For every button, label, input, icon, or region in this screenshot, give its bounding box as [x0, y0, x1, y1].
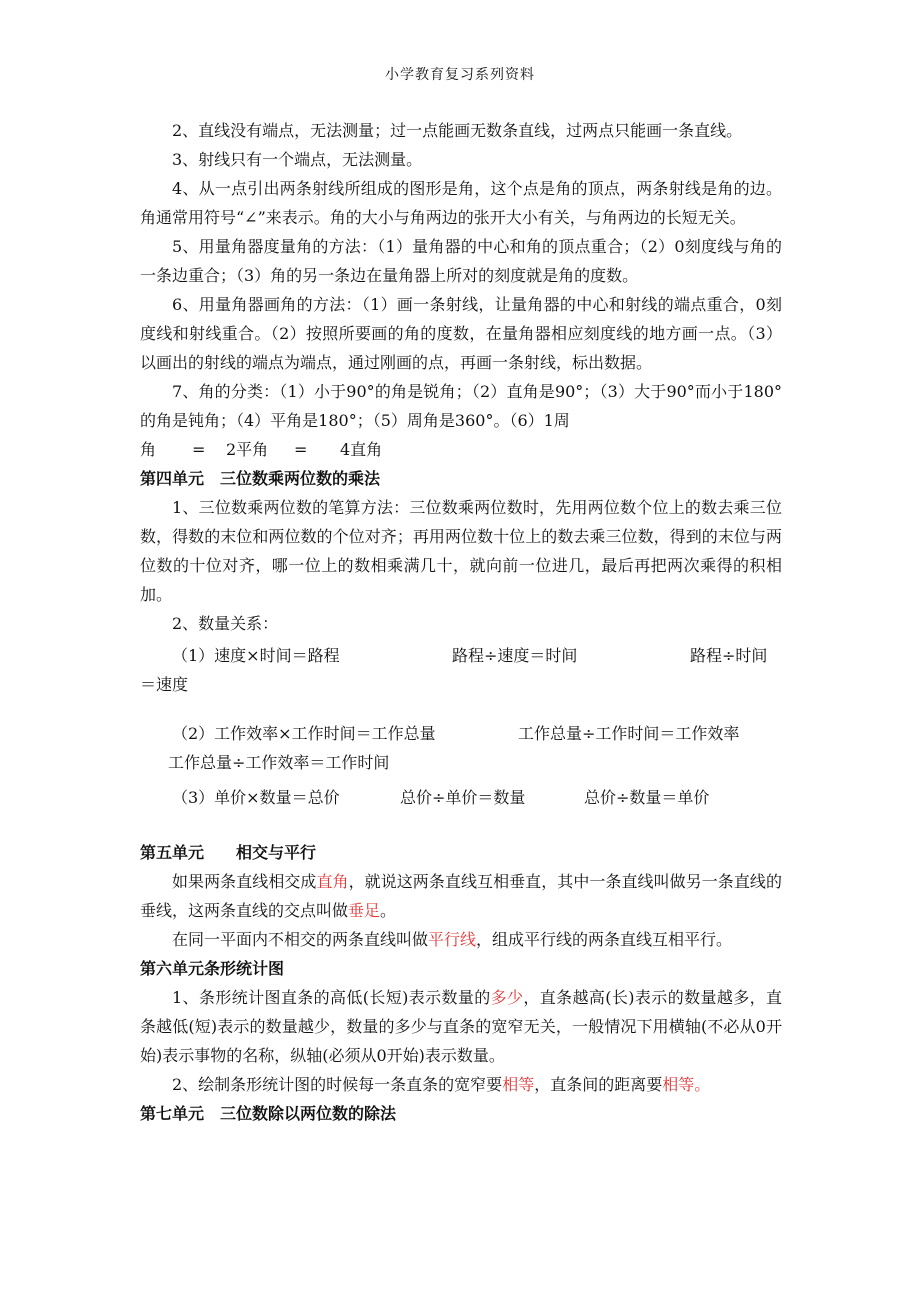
- relation-formula: 工作总量÷工作时间＝工作效率: [518, 724, 740, 743]
- text-run: 2、绘制条形统计图的时候每一条直条的宽窄要: [172, 1075, 503, 1094]
- item-3: 3、射线只有一个端点，无法测量。: [172, 150, 423, 169]
- unit6-paragraph-2: [140, 1070, 782, 1099]
- text-run: 1、条形统计图直条的高低(长短)表示数量的: [172, 988, 491, 1007]
- relation-formula: （3）单价×数量＝总价: [172, 788, 340, 807]
- unit6-paragraph-1: [140, 983, 782, 1070]
- unit5-paragraph-2: [140, 925, 782, 954]
- text-run: 如果两条直线相交成: [172, 872, 317, 891]
- emphasis-term: 直角: [316, 872, 349, 891]
- relation-row-1-cont: ＝速度: [140, 675, 189, 694]
- unit4-paragraph-1: 1、三位数乘两位数的笔算方法：三位数乘两位数时，先用两位数个位上的数去乘三位数，得数的末位和两位数的个位对齐；再用两位数十位上的数去乘三位数，得到的末位与两位数的十位对齐，哪一位上的数相乘满几十，就向前一位进几，最后再把两次乘得的积相加。: [140, 498, 782, 604]
- text-run: ，直条越高(长)表示的数量越多，直条越低(短)表示的数量越少，数量的多少与直条的宽窄无关，一般情况下用横轴(不必从0开始)表示事物的名称，纵轴(必须从0开始)表示数量。: [140, 988, 782, 1065]
- unit7-heading: 第七单元 三位数除以两位数的除法: [140, 1104, 397, 1123]
- document-body: [140, 116, 782, 1128]
- item-6: 6、用量角器画角的方法：（1）画一条射线，让量角器的中心和射线的端点重合，0刻度线和射线重合。（2）按照所要画的角的度数，在量角器相应刻度线的地方画一点。（3）以画出的射线的端点为端点，通过刚画的点，再画一条射线，标出数据。: [140, 295, 782, 372]
- text-run: ，直条间的距离要: [534, 1075, 663, 1094]
- page-header-title: 小学教育复习系列资料: [385, 67, 535, 83]
- unit5-paragraph-1: [140, 867, 782, 925]
- angle-equation-line: [140, 435, 782, 464]
- relation-row-3: [140, 783, 782, 812]
- unit4-paragraph-2: 2、数量关系：: [172, 614, 279, 633]
- item-4: 4、从一点引出两条射线所组成的图形是角，这个点是角的顶点，两条射线是角的边。角通常用符号“∠”来表示。角的大小与角两边的张开大小有关，与角两边的长短无关。: [140, 179, 782, 227]
- relation-formula: 路程÷时间: [690, 646, 768, 665]
- text-run: ，就说这两条直线互相垂直，其中一条直线叫做另一条直线的垂线，这两条直线的交点叫做: [140, 872, 782, 920]
- emphasis-term: 相等。: [662, 1075, 711, 1094]
- item-5: 5、用量角器度量角的方法：（1）量角器的中心和角的顶点重合；（2）0刻度线与角的一条边重合；（3）角的另一条边在量角器上所对的刻度就是角的度数。: [140, 237, 782, 285]
- emphasis-term: 垂足: [348, 901, 381, 920]
- equation-sign: =: [192, 440, 206, 459]
- relation-formula: 总价÷单价＝数量: [400, 788, 526, 807]
- relation-row-2-cont: 工作总量÷工作效率＝工作时间: [168, 753, 390, 772]
- emphasis-term: 多少: [490, 988, 524, 1007]
- unit5-heading: 第五单元 相交与平行: [140, 843, 317, 862]
- text-run: ，组成平行线的两条直线互相平行。: [476, 930, 733, 949]
- emphasis-term: 平行线: [428, 930, 477, 949]
- equation-term: 2平角: [226, 440, 269, 459]
- relation-row-1: [140, 638, 782, 670]
- item-2: 2、直线没有端点，无法测量；过一点能画无数条直线，过两点只能画一条直线。: [172, 121, 743, 140]
- relation-row-2: [140, 719, 782, 748]
- emphasis-term: 相等: [502, 1075, 535, 1094]
- relation-formula: 总价÷数量＝单价: [584, 788, 710, 807]
- relation-formula: （2）工作效率×工作时间＝工作总量: [172, 724, 436, 743]
- equation-term: 4直角: [340, 440, 383, 459]
- equation-term: 角: [140, 440, 157, 459]
- relation-formula: （1）速度×时间＝路程: [172, 646, 340, 665]
- unit6-heading: 第六单元条形统计图: [140, 959, 285, 978]
- equation-sign: =: [294, 440, 308, 459]
- text-run: 。: [380, 901, 397, 920]
- text-run: 在同一平面内不相交的两条直线叫做: [172, 930, 429, 949]
- item-7: 7、角的分类：（1）小于90°的角是锐角；（2）直角是90°；（3）大于90°而小于180°的角是钝角；（4）平角是180°；（5）周角是360°。（6）1周: [140, 382, 782, 430]
- relation-formula: 路程÷速度＝时间: [452, 646, 578, 665]
- unit4-heading: 第四单元 三位数乘两位数的乘法: [140, 469, 381, 488]
